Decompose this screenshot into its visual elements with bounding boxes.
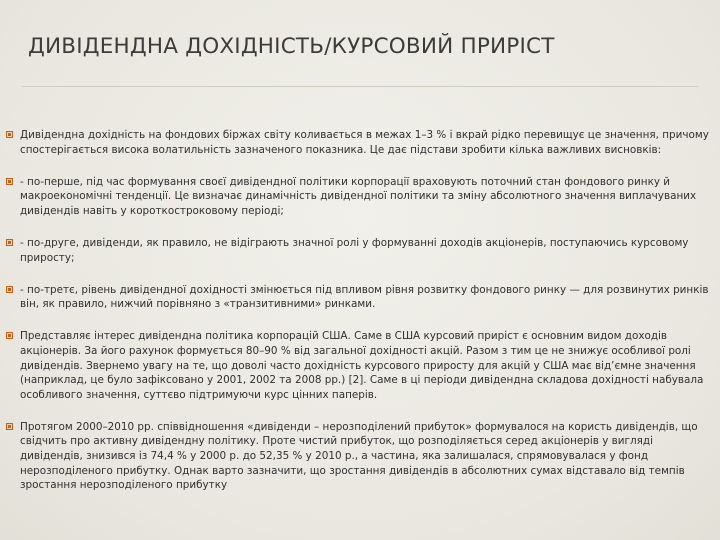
square-bullet-icon: [6, 178, 13, 185]
list-item: [6, 329, 712, 402]
title-divider: [22, 86, 698, 87]
list-item: [6, 420, 712, 493]
list-item: [6, 175, 712, 219]
square-bullet-icon: [6, 332, 13, 339]
list-item: [6, 283, 712, 312]
list-item-text: - по-третє, рівень дивідендної дохідності змінюється під впливом рівня розвитку фондового ринку — для розвинутих ринків він, як правило, нижчий порівняно з «транзитивними» ринками.: [20, 283, 709, 311]
square-bullet-icon: [6, 131, 13, 138]
list-item-text: - по-перше, під час формування своєї дивідендної політики корпорації враховують поточний стан фондового ринку й макроекономічні тенденції. Це визначає динамічність дивідендної політики та зміну абсолютного значення виплачуваних дивідендів навіть у короткостроковому періоді;: [20, 175, 697, 217]
list-item: [6, 128, 712, 157]
list-item-text: Протягом 2000–2010 рр. співвідношення «дивіденди – нерозподілений прибуток» формувалося на користь дивідендів, що свідчить про активну дивідендну політику. Проте чистий прибуток, що розподіляється серед акціонерів у вигляді дивідендів, знизився із 74,4 % у 2000 р. до 52,35 % у 2010 р., а частина, яка залишалася, спрямовувалася у фонд нерозподіленого прибутку. Однак варто зазначити, що зростання дивідендів в абсолютних сумах відставало від темпів зростання нерозподіленого прибутку: [20, 420, 698, 492]
list-item-text: Представляє інтерес дивідендна політика корпорацій США. Саме в США курсовий приріст є основним видом доходів акціонерів. За його рахунок формується 80–90 % від загальної дохідності акцій. Разом з тим це не знижує особливої ролі дивідендів. Звернемо увагу на те, що доволі часто дохідність курсового приросту для акцій у США має від’ємне значення (наприклад, це було зафіксовано у 2001, 2002 та 2008 рр.) [2]. Саме в ці періоди дивідендна складова дохідності набувала особливого значення, суттєво підтримуючи курс цінних паперів.: [20, 330, 704, 401]
list-item: [6, 236, 712, 265]
list-item-text: Дивідендна дохідність на фондових біржах світу коливається в межах 1–3 % і вкрай рідко перевищує це значення, причому спостерігається висока волатильність зазначеного показника. Це дає підстави зробити кілька важливих висновків:: [20, 129, 709, 156]
bullet-list: [6, 128, 712, 493]
square-bullet-icon: [6, 239, 13, 246]
page-title: ДИВІДЕНДНА ДОХІДНІСТЬ/КУРСОВИЙ ПРИРІСТ: [28, 34, 555, 59]
list-item-text: - по-друге, дивіденди, як правило, не відіграють значної ролі у формуванні доходів акціонерів, поступаючись курсовому приросту;: [20, 236, 689, 264]
square-bullet-icon: [6, 286, 13, 293]
square-bullet-icon: [6, 423, 13, 430]
